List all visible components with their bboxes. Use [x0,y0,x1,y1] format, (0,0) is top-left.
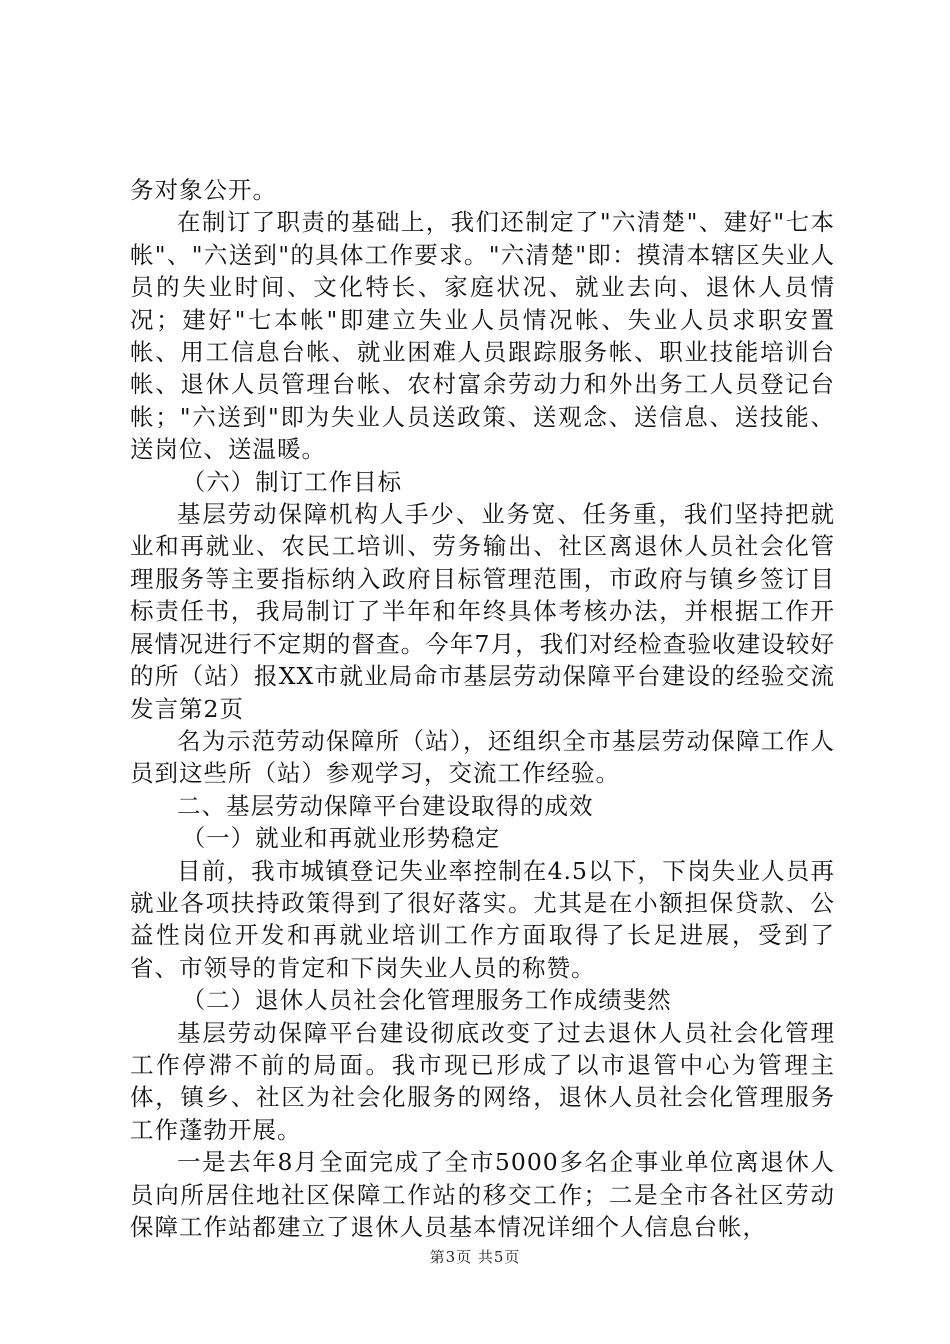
paragraph-3: 基层劳动保障机构人手少、业务宽、任务重，我们坚持把就业和再就业、农民工培训、劳务输出、社区离退休人员社会化管理服务等主要指标纳入政府目标管理范围，市政府与镇乡签订目标责任书，我局制订了半年和年终具体考核办法，并根据工作开展情况进行不定期的督查。今年7月，我们对经检查验收建设较好的所（站）报XX市就业局命市基层劳动保障平台建设的经验交流发言第2页 [130,500,835,723]
paragraph-5: 目前，我市城镇登记失业率控制在4.5以下，下岗失业人员再就业各项扶持政策得到了很好落实。尤其是在小额担保贷款、公益性岗位开发和再就业培训工作方面取得了长足进展，受到了省、市领导的肯定和下岗失业人员的称赞。 [130,856,835,982]
section-heading-6: （六）制订工作目标 [181,467,403,496]
paragraph-7: 一是去年8月全面完成了全市5000多名企事业单位离退休人员向所居住地社区保障工作站的移交工作；二是全市各社区劳动保障工作站都建立了退休人员基本情况详细个人信息台帐， [130,1148,835,1241]
paragraph-1: 务对象公开。 [130,176,277,204]
subsection-heading-1: （一）就业和再就业形势稳定 [181,824,501,853]
section-heading-2: 二、基层劳动保障平台建设取得的成效 [177,791,594,820]
paragraph-4: 名为示范劳动保障所（站），还组织全市基层劳动保障工作人员到这些所（站）参观学习，交流工作经验。 [130,726,835,788]
page-footer: 第3页 共5页 [429,1248,521,1266]
subsection-heading-2: （二）退休人员社会化管理服务工作成绩斐然 [181,986,672,1015]
document-body [130,174,835,1243]
paragraph-6: 基层劳动保障平台建设彻底改变了过去退休人员社会化管理工作停滞不前的局面。我市现已形成了以市退管中心为管理主体，镇乡、社区为社会化服务的网络，退休人员社会化管理服务工作蓬勃开展。 [130,1018,835,1144]
paragraph-2: 在制订了职责的基础上，我们还制定了"六清楚"、建好"七本帐"、"六送到"的具体工作要求。"六清楚"即：摸清本辖区失业人员的失业时间、文化特长、家庭状况、就业去向、退休人员情况；建好"七本帐"即建立失业人员情况帐、失业人员求职安置帐、用工信息台帐、就业困难人员跟踪服务帐、职业技能培训台帐、退休人员管理台帐、农村富余劳动力和外出务工人员登记台帐；"六送到"即为失业人员送政策、送观念、送信息、送技能、送岗位、送温暖。 [130,208,835,464]
